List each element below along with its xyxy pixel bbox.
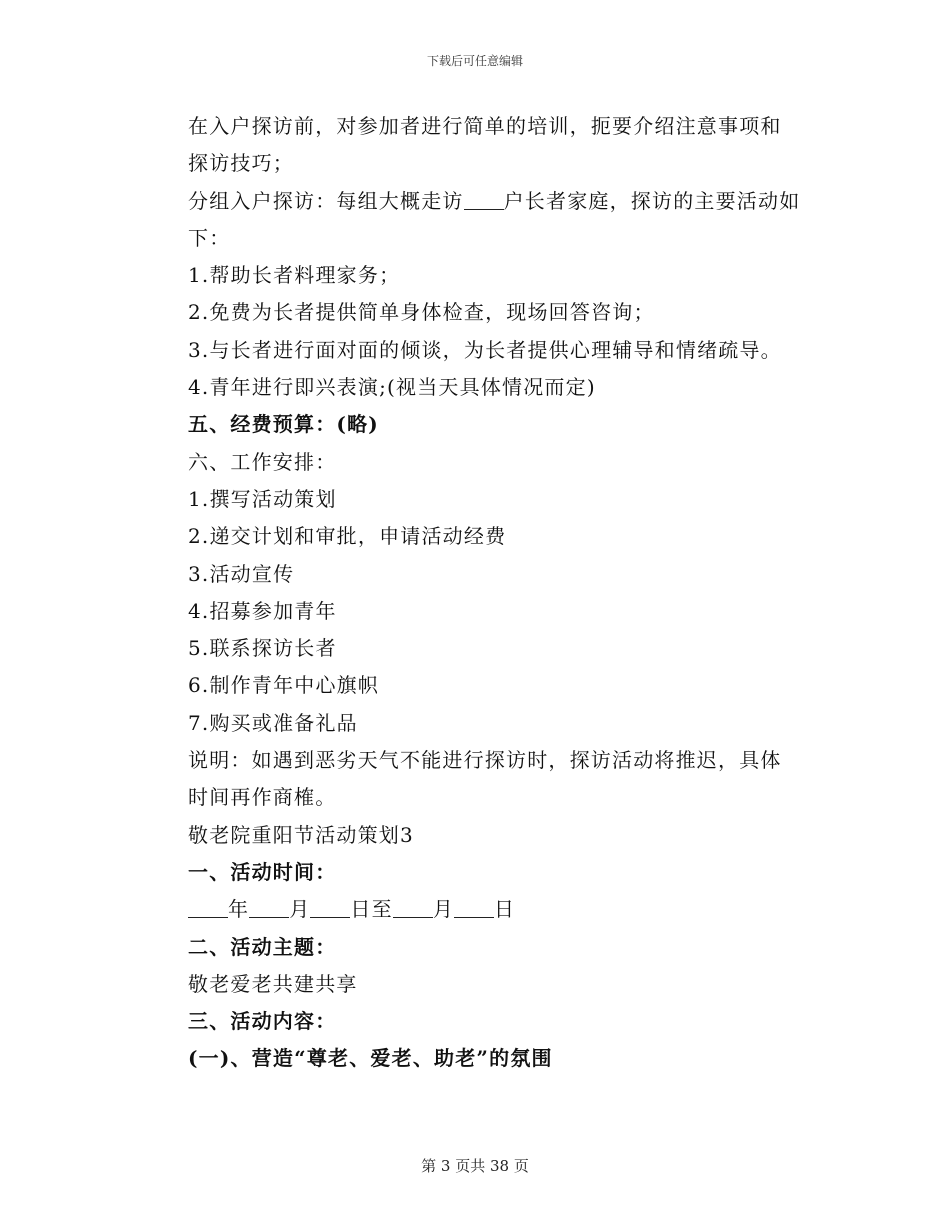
visit-item: 2.免费为长者提供简单身体检查，现场回答咨询；: [188, 300, 655, 325]
page-header-note: 下载后可任意编辑: [426, 54, 523, 68]
visit-item: 1.帮助长者料理家务；: [188, 263, 401, 288]
blank-day2: [454, 897, 494, 918]
section-heading-time: 一、活动时间：: [188, 859, 337, 884]
work-item: 2.递交计划和审批，申请活动经费: [188, 524, 507, 549]
work-item: 6.制作青年中心旗帜: [188, 673, 380, 698]
date-day2-label: 日: [494, 897, 516, 922]
blank-day: [310, 897, 350, 918]
section-heading-theme: 二、活动主题：: [188, 934, 337, 959]
theme-text: 敬老爱老共建共享: [188, 971, 358, 996]
section-heading-content: 三、活动内容：: [188, 1009, 337, 1034]
group-visit-text-a: 分组入户探访：每组大概走访: [188, 188, 464, 213]
paragraph-training: 在入户探访前，对参加者进行简单的培训，扼要介绍注意事项和探访技巧；: [188, 114, 782, 176]
subsection-heading: (一)、营造“尊老、爱老、助老”的氛围: [188, 1046, 553, 1071]
work-item: 1.撰写活动策划: [188, 486, 337, 511]
section-heading-work: 六、工作安排：: [188, 449, 337, 474]
blank-households: [464, 189, 504, 210]
date-line: [142, 891, 802, 928]
date-year-label: 年: [228, 897, 250, 922]
work-item: 4.招募参加青年: [188, 598, 337, 623]
blank-month2: [393, 897, 433, 918]
work-item: 3.活动宣传: [188, 561, 295, 586]
group-visit-text-b: 户长者家庭，探访的主要活动如下：: [188, 188, 801, 250]
paragraph-weather-note: 说明：如遇到恶劣天气不能进行探访时，探访活动将推迟，具体时间再作商榷。: [188, 748, 782, 810]
page-number: 第 3 页共 38 页: [421, 1157, 529, 1175]
document-body: [142, 108, 802, 1078]
plan-title: 敬老院重阳节活动策划3: [188, 822, 414, 847]
date-month-label: 月: [289, 897, 311, 922]
date-day-to-label: 日至: [350, 897, 393, 922]
date-month2-label: 月: [432, 897, 455, 922]
work-item: 5.联系探访长者: [188, 636, 337, 661]
work-item: 7.购买或准备礼品: [188, 710, 358, 735]
blank-month: [249, 897, 289, 918]
blank-year: [188, 897, 228, 918]
section-heading-budget: 五、经费预算：(略): [188, 412, 379, 437]
visit-item: 4.青年进行即兴表演;(视当天具体情况而定): [188, 375, 596, 400]
paragraph-group-visit: [142, 183, 802, 258]
visit-item: 3.与长者进行面对面的倾谈，为长者提供心理辅导和情绪疏导。: [188, 337, 782, 362]
